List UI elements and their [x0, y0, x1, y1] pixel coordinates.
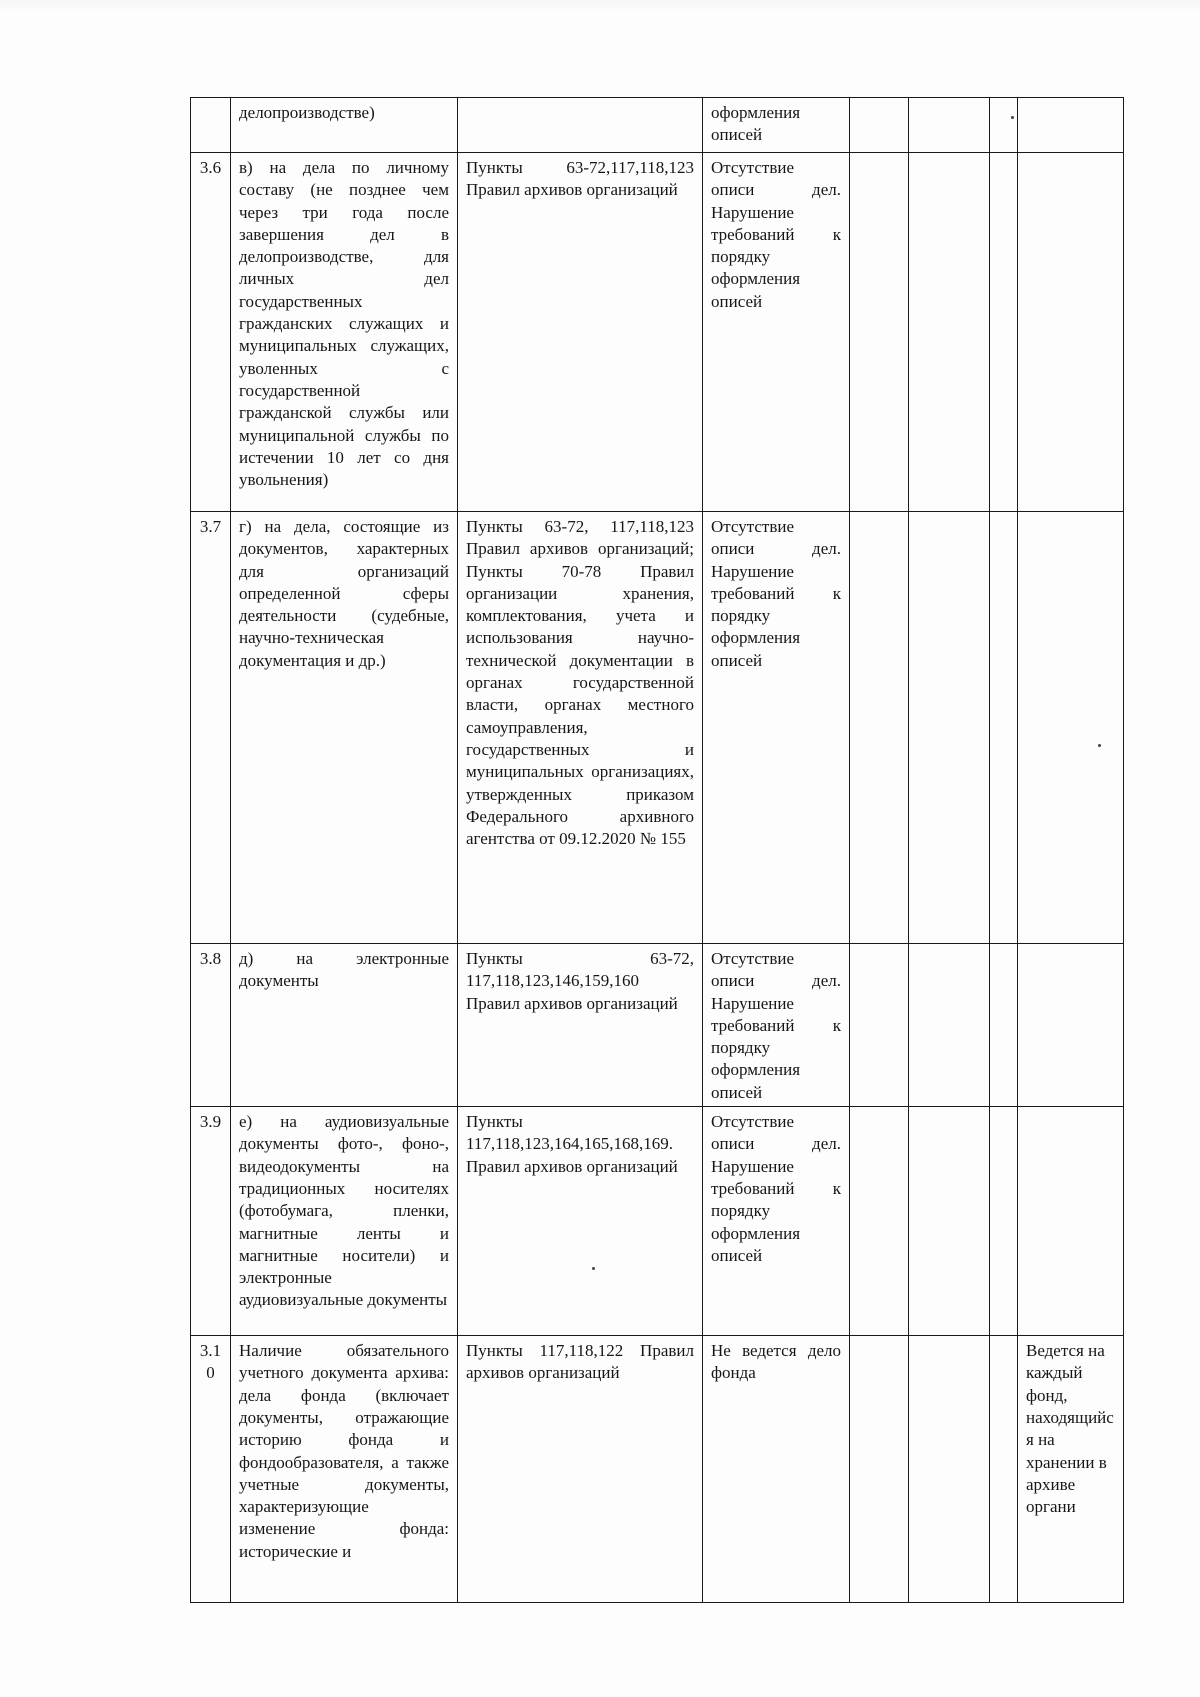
answer-cell-yes [850, 512, 909, 944]
table-row [191, 512, 1124, 944]
answer-cell-no [909, 1107, 990, 1336]
row-number: 3.6 [191, 153, 231, 512]
answer-cell-na [990, 944, 1018, 1107]
violation-text: оформления описей [711, 103, 801, 145]
legal-reference-text: Пункты 63-72, 117,118,123 Правил архивов организаций; Пункты 70-78 Правил организации хранения, комплектования, учета и использования научно-технической документации в органах государственной власти, органах местного самоуправления, государственных и муниципальных организациях, утвержденных приказом Федерального архивного агентства от 09.12.2020 № 155 [466, 517, 694, 849]
answer-cell-no [909, 512, 990, 944]
answer-cell-yes [850, 1336, 909, 1603]
legal-reference-text: Пункты 63-72,117,118,123 Правил архивов организаций [466, 158, 694, 200]
violation-text: Отсутствие описи дел. Нарушение требований к порядку оформления описей [711, 517, 841, 670]
legal-reference-text: Пункты 63-72, 117,118,123,146,159,160 Правил архивов организаций [466, 949, 694, 1013]
violation-text: Отсутствие описи дел. Нарушение требований к порядку оформления описей [711, 158, 841, 311]
violation-text: Не ведется дело фонда [711, 1341, 841, 1383]
answer-cell-yes [850, 98, 909, 153]
legal-reference-text: Пункты 117,118,123,164,165,168,169. Правил архивов организаций [466, 1112, 678, 1176]
answer-cell-na [990, 1107, 1018, 1336]
requirement-text: д) на электронные документы [239, 949, 449, 991]
scan-edge-shadow [0, 0, 1200, 12]
requirement-text: Наличие обязательного учетного документа архива: дела фонда (включает документы, отражающие историю фонда и фондообразователя, а также учетные документы, характеризующие изменение фонда: исторические и [239, 1341, 449, 1561]
requirement-text: в) на дела по личному составу (не позднее чем через три года после завершения дел в делопроизводстве, для личных дел государственных гражданских служащих и муниципальных служащих, уволенных с государственной гражданской службы или муниципальной службы по истечении 10 лет со дня увольнения) [239, 158, 449, 490]
answer-cell-no [909, 944, 990, 1107]
scan-speck [1098, 744, 1101, 747]
table-row [191, 1336, 1124, 1603]
answer-cell-yes [850, 944, 909, 1107]
row-number: 3.7 [191, 512, 231, 944]
scan-speck [592, 1267, 595, 1270]
answer-cell-na [990, 512, 1018, 944]
legal-reference-text: Пункты 117,118,122 Правил архивов организаций [466, 1341, 694, 1383]
answer-cell-na [990, 98, 1018, 153]
table-row [191, 153, 1124, 512]
requirement-text: г) на дела, состоящие из документов, характерных для организаций определенной сферы деятельности (судебные, научно-техническая документация и др.) [239, 517, 449, 670]
checklist-table [190, 97, 1124, 1603]
table-row [191, 944, 1124, 1107]
answer-cell-no [909, 98, 990, 153]
row-number: 3.10 [191, 1336, 231, 1603]
answer-cell-na [990, 153, 1018, 512]
table-row [191, 98, 1124, 153]
violation-text: Отсутствие описи дел. Нарушение требований к порядку оформления описей [711, 1112, 841, 1265]
violation-text: Отсутствие описи дел. Нарушение требований к порядку оформления описей [711, 949, 841, 1102]
row-number [191, 98, 231, 153]
note-text: Ведется на каждый фонд, находящийся на хранении в архиве органи [1026, 1341, 1114, 1517]
answer-cell-na [990, 1336, 1018, 1603]
table-row [191, 1107, 1124, 1336]
row-number: 3.8 [191, 944, 231, 1107]
requirement-text: делопроизводстве) [239, 103, 375, 122]
answer-cell-no [909, 153, 990, 512]
row-number: 3.9 [191, 1107, 231, 1336]
requirement-text: е) на аудиовизуальные документы фото-, фоно-, видеодокументы на традиционных носителях (фотобумага, пленки, магнитные ленты и магнитные носители) и электронные аудиовизуальные документы [239, 1112, 449, 1310]
answer-cell-no [909, 1336, 990, 1603]
scan-speck [1011, 116, 1014, 119]
answer-cell-yes [850, 153, 909, 512]
answer-cell-yes [850, 1107, 909, 1336]
